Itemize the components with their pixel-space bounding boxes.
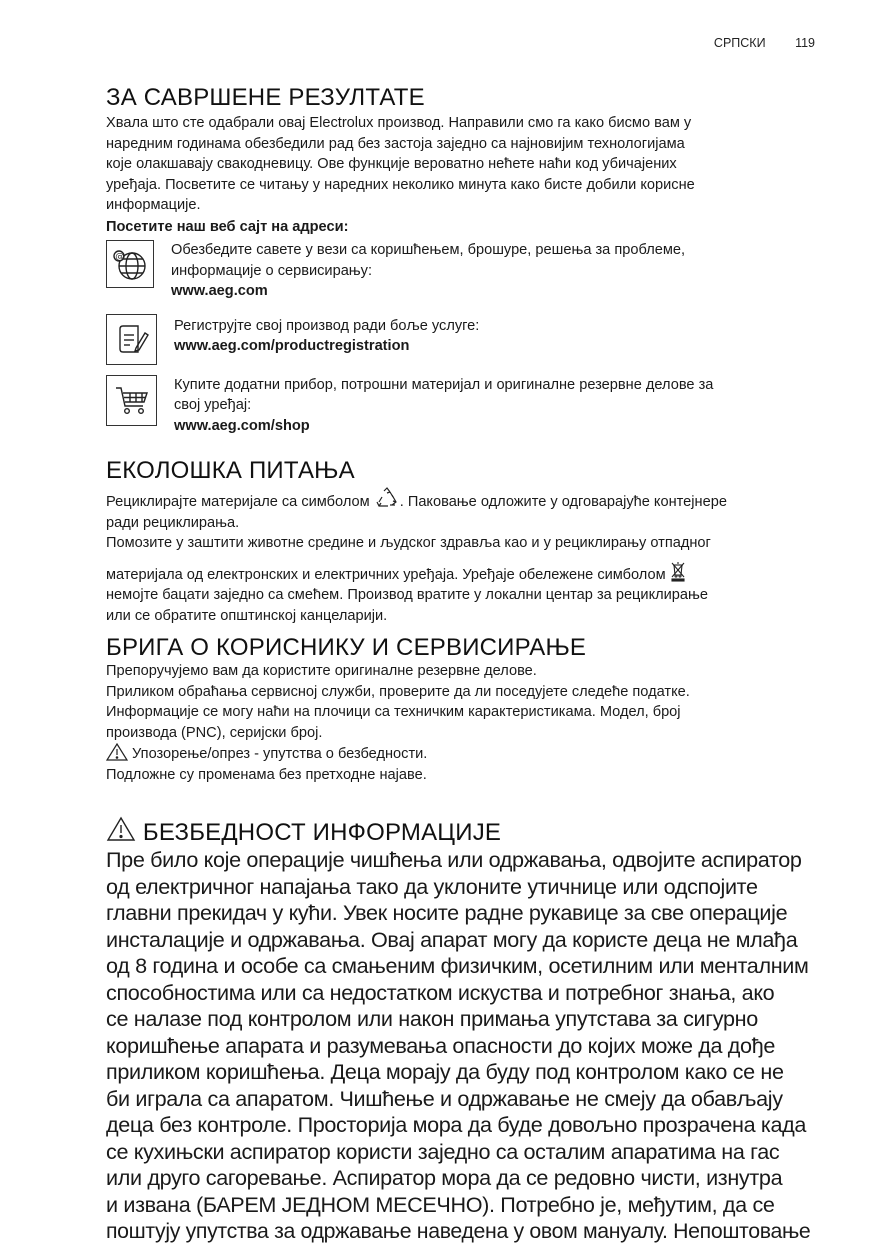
shopping-cart-icon bbox=[106, 375, 157, 426]
care-line: Препоручујемо вам да користите оригиналне резервне делове. bbox=[106, 663, 537, 679]
safety-line: од електричног напајања тако да уклоните утичнице или одспојите bbox=[106, 873, 758, 899]
safety-line: способностима или са недостатком искуства и потребног знања, ако bbox=[106, 979, 775, 1005]
link-row-info bbox=[106, 240, 818, 302]
eco-paragraph bbox=[106, 487, 818, 626]
link-url-registration[interactable]: www.aeg.com/productregistration bbox=[174, 338, 410, 354]
eco-line-text: . Паковање одложите у одговарајуће контејнере bbox=[399, 494, 727, 510]
eco-line-text: материјала од електронских и електричних уређаја. Уређаје обележене симболом bbox=[106, 566, 670, 583]
recycle-icon bbox=[374, 487, 400, 509]
intro-line: наредним годинама обезбедили рад без застоја заједно са најновијим технологијама bbox=[106, 135, 685, 152]
care-notice: Подложне су променама без претходне најаве. bbox=[106, 766, 427, 783]
link-url-aeg[interactable]: www.aeg.com bbox=[171, 283, 268, 299]
care-paragraph bbox=[106, 661, 818, 785]
intro-line: Хвала што сте одабрали овај Electrolux производ. Направили смо га како бисмо вам у bbox=[106, 115, 692, 131]
safety-line: деца без контроле. Просторија мора да буде довољно прозрачена када bbox=[106, 1112, 807, 1137]
intro-line: уређаја. Посветите се читању у наредних неколико минута како бисте добили корисне bbox=[106, 176, 695, 193]
intro-paragraph bbox=[106, 113, 818, 216]
care-line: Информације се могу наћи на плочици са техничким карактеристикама. Модел, број bbox=[106, 704, 681, 720]
section-title-eco: ЕКОЛОШКА ПИТАЊА bbox=[106, 457, 355, 484]
warning-icon bbox=[106, 743, 128, 761]
safety-line: главни прекидач у кући. Увек носите радне рукавице за све операције bbox=[106, 900, 788, 925]
weee-bin-icon bbox=[670, 560, 686, 582]
link-url-shop[interactable]: www.aeg.com/shop bbox=[174, 417, 310, 434]
link-description: Региструјте свој производ ради боље услуге: bbox=[174, 317, 480, 334]
safety-line: поштују упутства за одржавање наведена у овом мануалу. Непоштовање bbox=[106, 1218, 811, 1243]
eco-line: Помозите у заштити животне средине и људског здравља као и у рециклирању отпадног bbox=[106, 535, 711, 551]
safety-line: од 8 година и особе са смањеним физичким, осетилним или менталним bbox=[106, 953, 809, 978]
eco-line: или се обратите општинској канцеларији. bbox=[106, 607, 388, 624]
page-header bbox=[714, 36, 815, 50]
safety-line: инсталације и одржавања. Овај апарат могу да користе деца не млађа bbox=[106, 926, 798, 952]
intro-line: које олакшавају свакодневицу. Ове функције вероватно нећете наћи код убичајених bbox=[106, 156, 677, 172]
section-title-care: БРИГА О КОРИСНИКУ И СЕРВИСИРАЊЕ bbox=[106, 634, 587, 661]
svg-text:@: @ bbox=[115, 252, 125, 262]
eco-line-text: Рециклирајте материјале са симболом bbox=[106, 494, 374, 510]
safety-line: коришћење апарата и разумевања опасности до којих може да дође bbox=[106, 1032, 776, 1058]
warning-line bbox=[106, 743, 818, 765]
eco-line: немојте бацати заједно са смећем. Производ вратите у локални центар за рециклирање bbox=[106, 587, 708, 603]
section-title-results: ЗА САВРШЕНЕ РЕЗУЛТАТЕ bbox=[106, 84, 425, 111]
safety-line: приликом коришћења. Деца морају да буду под контролом како се не bbox=[106, 1059, 784, 1084]
safety-line: и извана (БАРЕМ ЈЕДНОМ МЕСЕЧНО). Потребно је, међутим, да се bbox=[106, 1191, 775, 1217]
safety-line: се кухињски аспиратор користи заједно са осталим апаратима на гас bbox=[106, 1138, 780, 1164]
registration-icon bbox=[106, 314, 157, 365]
safety-section bbox=[106, 816, 818, 1245]
safety-line: се налазе под контролом или након примања упутстава за сигурно bbox=[106, 1006, 758, 1031]
eco-line bbox=[106, 487, 818, 513]
safety-line: Пре било које операције чишћења или одржавања, одвојите аспиратор bbox=[106, 847, 802, 872]
care-line: Приликом обраћања сервисној служби, проверите да ли поседујете следеће податке. bbox=[106, 683, 690, 700]
page-number: 119 bbox=[795, 36, 815, 50]
link-description: свој уређај: bbox=[174, 397, 252, 413]
care-line: производа (PNC), серијски број. bbox=[106, 724, 323, 741]
eco-line: ради рециклирања. bbox=[106, 514, 240, 531]
safety-line: би играла са апаратом. Чишћење и одржавање не смеју да обављају bbox=[106, 1085, 783, 1111]
safety-title-text: БЕЗБЕДНОСТ ИНФОРМАЦИЈЕ bbox=[136, 819, 502, 846]
globe-icon bbox=[106, 240, 154, 288]
link-description: Купите додатни прибор, потрошни материјал и оригиналне резервне делове за bbox=[174, 376, 714, 393]
eco-line bbox=[106, 560, 818, 586]
safety-line: или друго сагоревање. Аспиратор мора да се редовно чисти, изнутра bbox=[106, 1165, 783, 1190]
link-row-registration bbox=[106, 314, 818, 365]
warning-text: Упозорење/опрез - упутства о безбедности. bbox=[128, 746, 428, 762]
intro-line: информације. bbox=[106, 197, 201, 213]
warning-icon bbox=[106, 816, 136, 842]
section-title-safety bbox=[106, 816, 818, 847]
page-content bbox=[106, 84, 818, 1245]
language-label: СРПСКИ bbox=[713, 36, 766, 50]
link-description: Обезбедите савете у вези са коришћењем, брошуре, решења за проблеме, bbox=[171, 242, 686, 258]
visit-label: Посетите наш веб сајт на адреси: bbox=[106, 218, 349, 235]
safety-paragraph bbox=[106, 847, 818, 1245]
link-description: информације о сервисирању: bbox=[171, 262, 373, 279]
link-row-shop bbox=[106, 375, 818, 437]
